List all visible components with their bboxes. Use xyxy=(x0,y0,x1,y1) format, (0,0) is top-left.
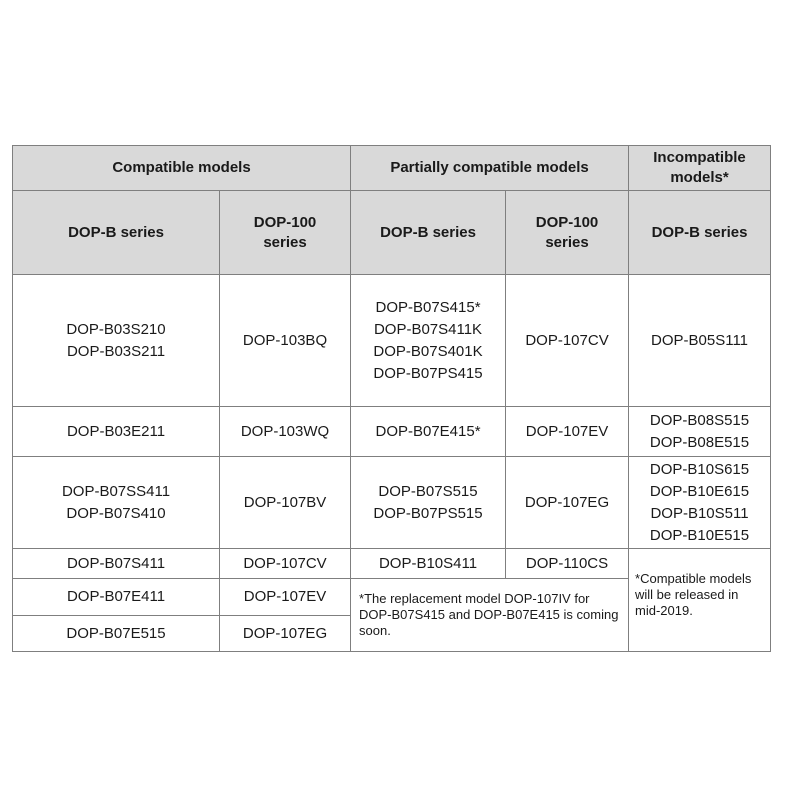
compat-dopb-cell: DOP-B07SS411 DOP-B07S410 xyxy=(13,457,220,549)
compat-dop100-cell: DOP-103BQ xyxy=(220,275,351,407)
header-incompat-dopb-series: DOP-B series xyxy=(629,191,771,275)
header-compat-dop100-series: DOP-100 series xyxy=(220,191,351,275)
compat-dopb-cell: DOP-B07E515 xyxy=(13,616,220,652)
table-row xyxy=(13,549,771,579)
table-row xyxy=(13,407,771,457)
partial-dopb-cell: DOP-B07S415* DOP-B07S411K DOP-B07S401K DOP-B07PS415 xyxy=(351,275,506,407)
incompat-dopb-cell: DOP-B08S515 DOP-B08E515 xyxy=(629,407,771,457)
table-row xyxy=(13,457,771,549)
partial-dop100-cell: DOP-107EV xyxy=(506,407,629,457)
partial-dopb-cell: DOP-B10S411 xyxy=(351,549,506,579)
partial-dop100-cell: DOP-107CV xyxy=(506,275,629,407)
header-partial-dop100-series: DOP-100 series xyxy=(506,191,629,275)
compat-dopb-cell: DOP-B07S411 xyxy=(13,549,220,579)
compat-dopb-cell: DOP-B03S210 DOP-B03S211 xyxy=(13,275,220,407)
partial-dopb-cell: DOP-B07E415* xyxy=(351,407,506,457)
incompat-dopb-cell: DOP-B10S615 DOP-B10E615 DOP-B10S511 DOP-B10E515 xyxy=(629,457,771,549)
header-row-groups xyxy=(13,146,771,191)
table-row xyxy=(13,275,771,407)
header-compatible-models: Compatible models xyxy=(13,146,351,191)
compat-dop100-cell: DOP-103WQ xyxy=(220,407,351,457)
compat-dopb-cell: DOP-B07E411 xyxy=(13,579,220,616)
partial-dopb-cell: DOP-B07S515 DOP-B07PS515 xyxy=(351,457,506,549)
header-incompatible-models: Incompatible models* xyxy=(629,146,771,191)
header-compat-dopb-series: DOP-B series xyxy=(13,191,220,275)
header-row-series xyxy=(13,191,771,275)
partial-dop100-cell: DOP-107EG xyxy=(506,457,629,549)
compatible-release-note: *Compatible models will be released in mid-2019. xyxy=(629,549,771,652)
compat-dopb-cell: DOP-B03E211 xyxy=(13,407,220,457)
replacement-model-note: *The replacement model DOP-107IV for DOP-B07S415 and DOP-B07E415 is coming soon. xyxy=(351,579,629,652)
header-partial-dopb-series: DOP-B series xyxy=(351,191,506,275)
partial-dop100-cell: DOP-110CS xyxy=(506,549,629,579)
header-partially-compatible-models: Partially compatible models xyxy=(351,146,629,191)
compat-dop100-cell: DOP-107EG xyxy=(220,616,351,652)
compat-dop100-cell: DOP-107BV xyxy=(220,457,351,549)
incompat-dopb-cell: DOP-B05S111 xyxy=(629,275,771,407)
compat-dop100-cell: DOP-107CV xyxy=(220,549,351,579)
compatibility-table xyxy=(12,145,771,652)
compat-dop100-cell: DOP-107EV xyxy=(220,579,351,616)
